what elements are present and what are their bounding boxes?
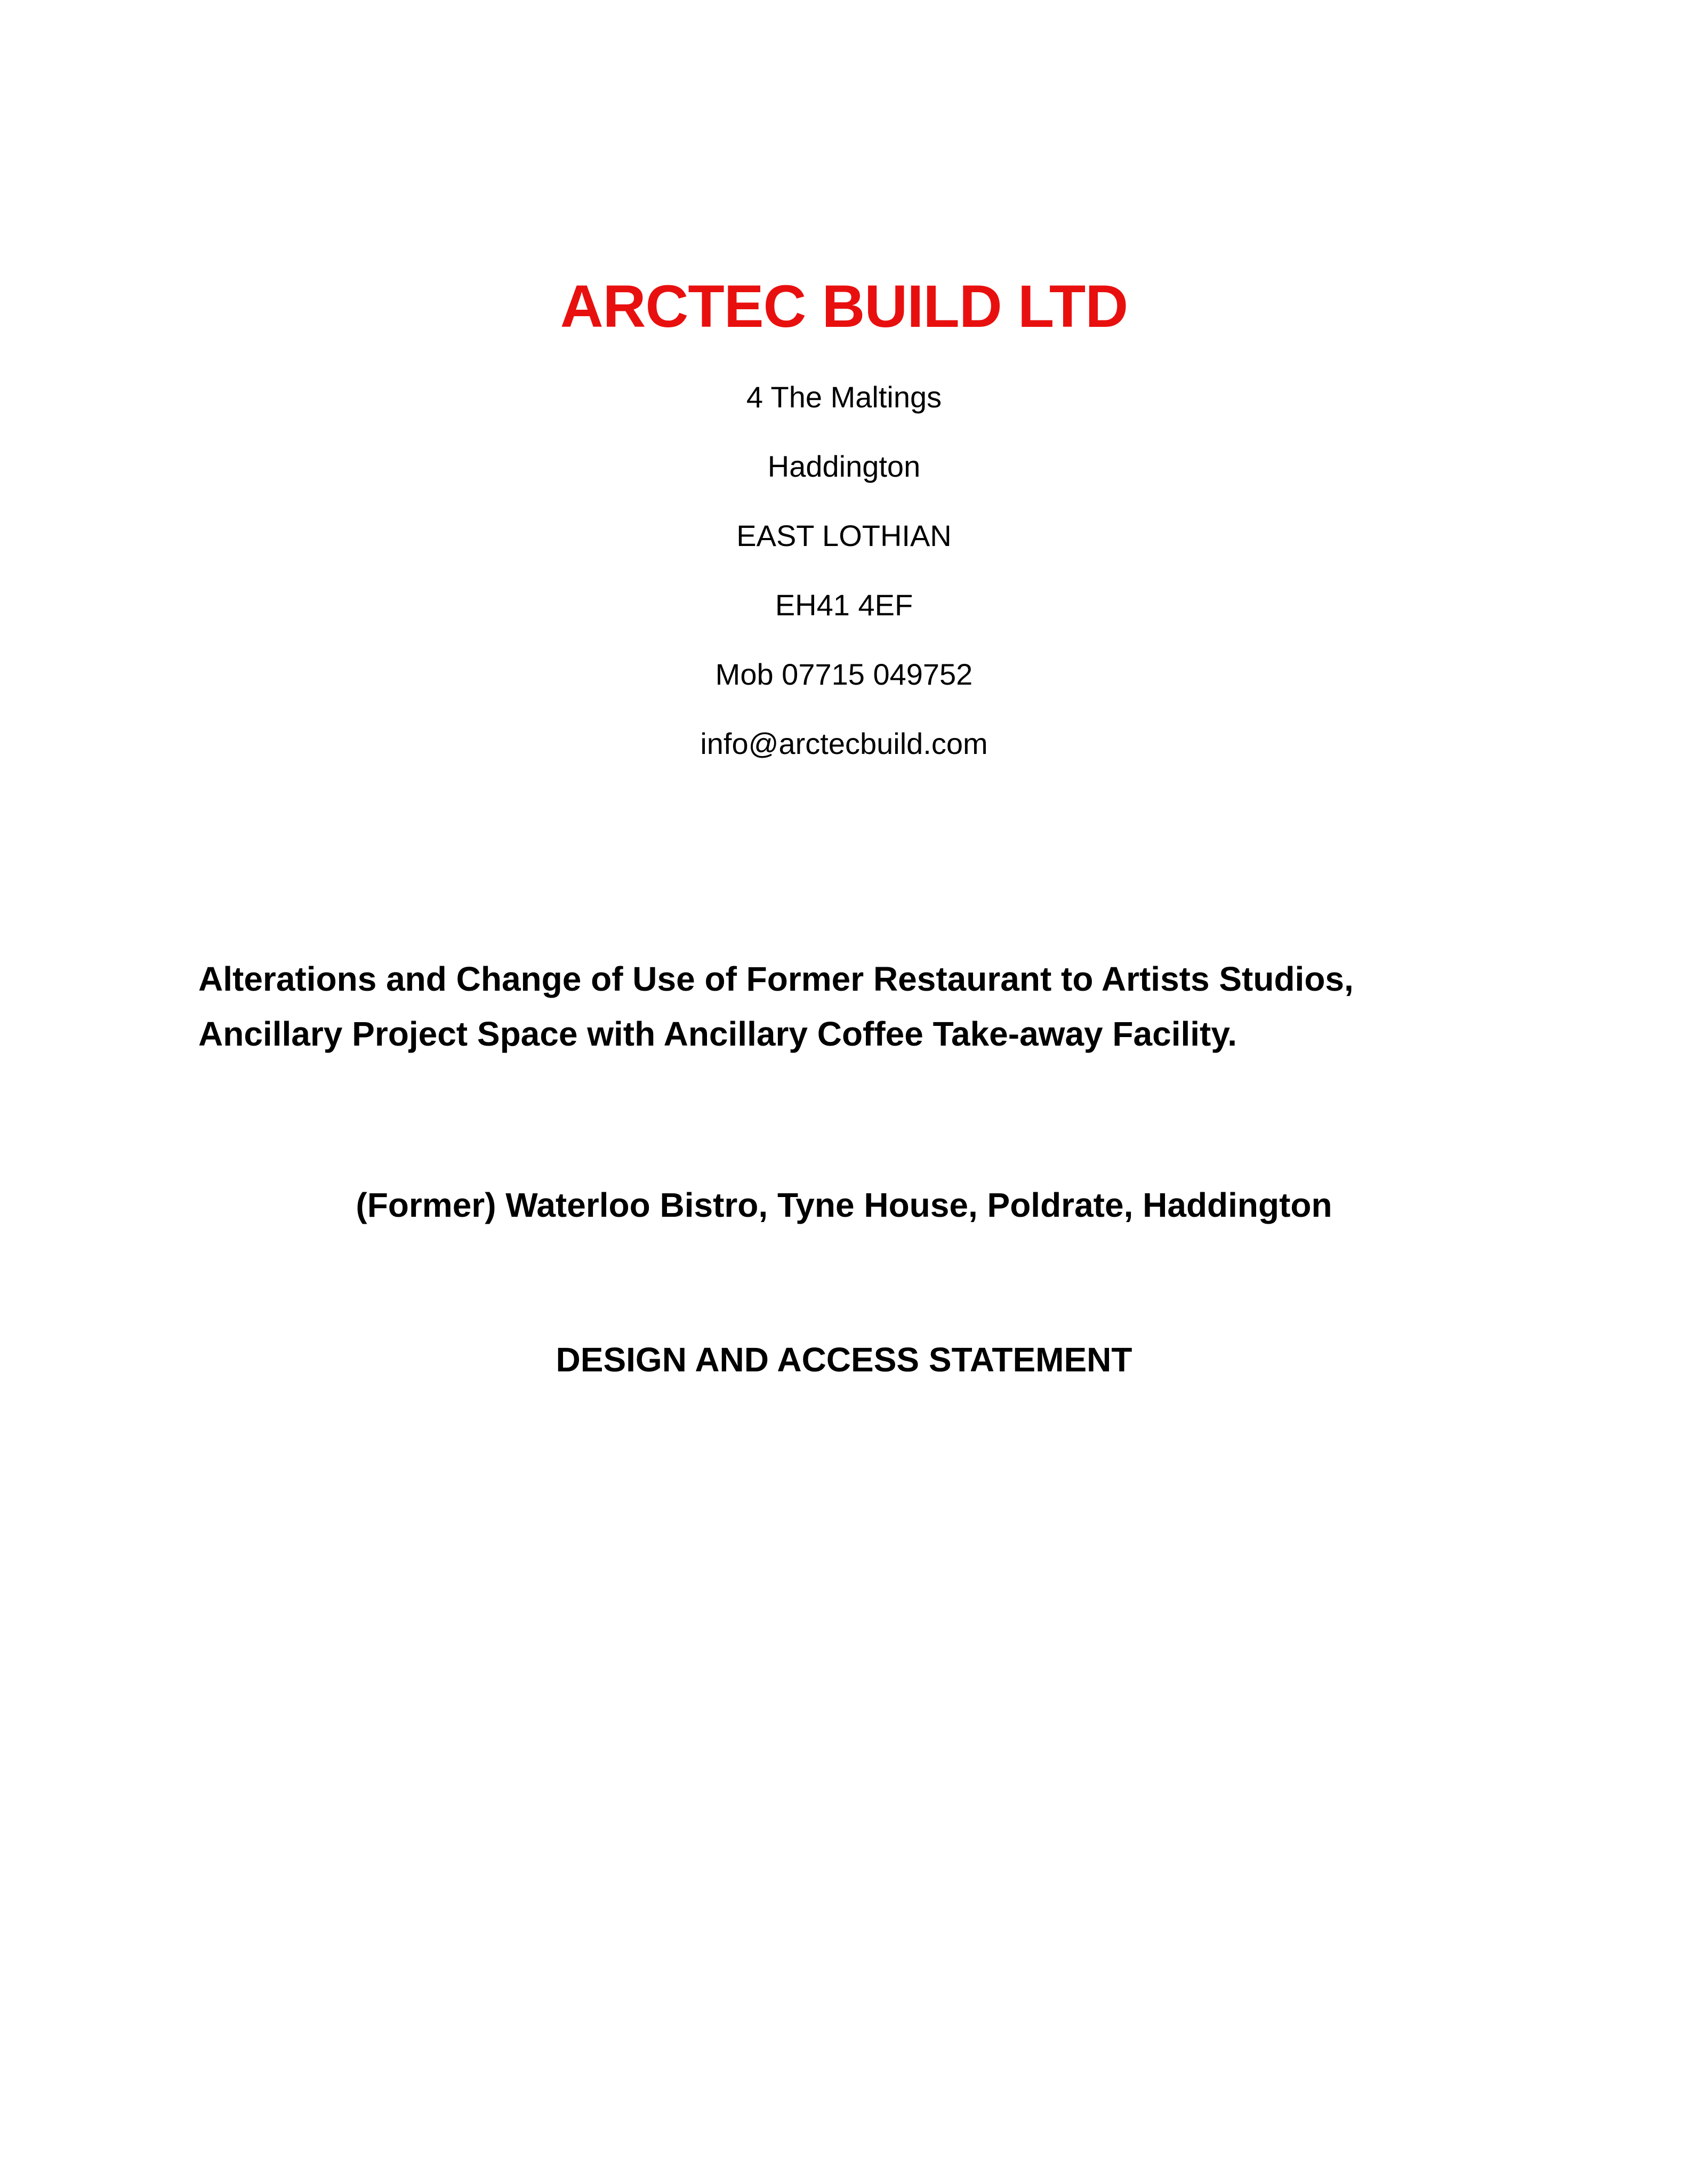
company-name: ARCTEC BUILD LTD: [560, 273, 1128, 340]
site-address: (Former) Waterloo Bistro, Tyne House, Poldrate, Haddington: [356, 1186, 1332, 1224]
document-type-heading: DESIGN AND ACCESS STATEMENT: [556, 1340, 1132, 1379]
address-line-street: 4 The Maltings: [746, 380, 942, 414]
address-line-town: Haddington: [767, 449, 921, 483]
address-line-postcode: EH41 4EF: [775, 588, 913, 622]
address-line-county: EAST LOTHIAN: [736, 519, 952, 552]
project-title: Alterations and Change of Use of Former Restaurant to Artists Studios, Ancillary Project Space with Ancillary Coffee Take-away Facility.: [198, 960, 1354, 1053]
company-address: [0, 376, 1688, 792]
address-line-mobile: Mob 07715 049752: [715, 657, 973, 691]
address-line-email: info@arctecbuild.com: [700, 727, 988, 760]
